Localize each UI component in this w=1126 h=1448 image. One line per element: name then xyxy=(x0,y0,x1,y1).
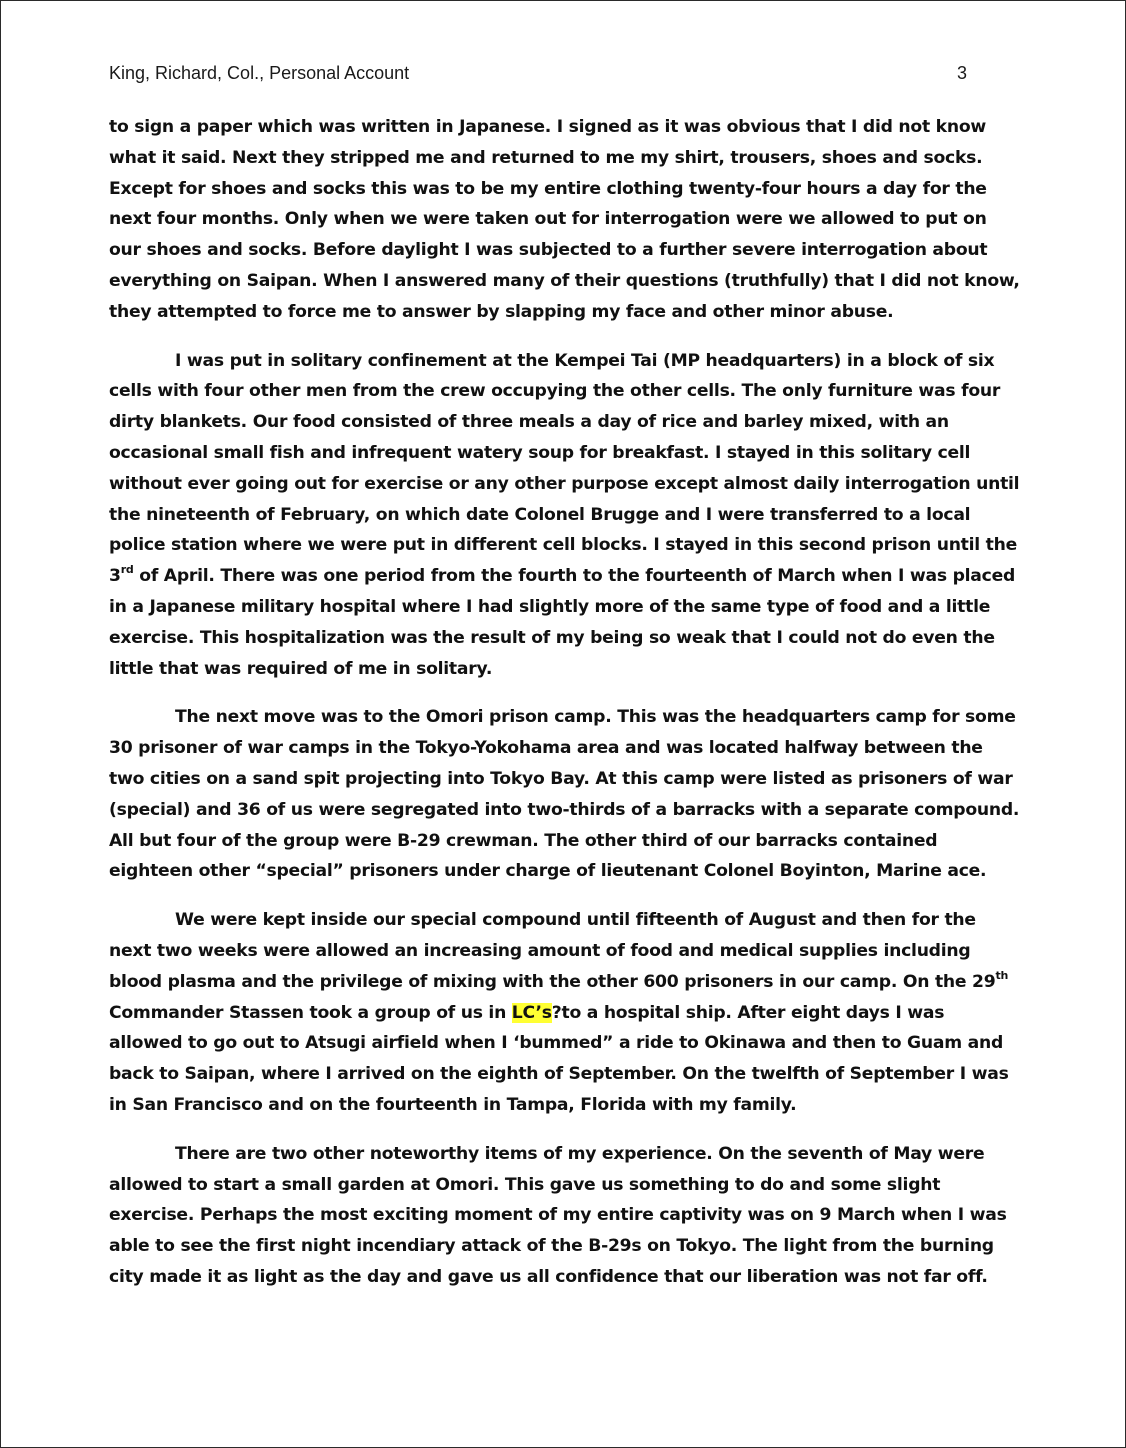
paragraph-3: The next move was to the Omori prison camp. This was the headquarters camp for some 30 prisoner of war camps in the Tokyo-Yokohama area and was located halfway between the two cities on a sand spit projecting into Tokyo Bay. At this camp were listed as prisoners of war (special) and 36 of us were segregated into two-thirds of a barracks with a separate compound. All but four of the group were B-29 crewman. The other third of our barracks contained eighteen other “special” prisoners under charge of lieutenant Colonel Boyinton, Marine ace. xyxy=(109,707,1020,882)
paragraph-2-part-b: of April. There was one period from the fourth to the fourteenth of March when I was placed in a Japanese military hospital where I had slightly more of the same type of food and a little exercise. This hospitalization was the result of my being so weak that I could not do even the little that was required of me in solitary. xyxy=(109,566,1016,679)
paragraph-2-part-a: I was put in solitary confinement at the Kempei Tai (MP headquarters) in a block of six cells with four other men from the crew occupying the other cells. The only furniture was four dirty blankets. Our food consisted of three meals a day of rice and barley mixed, with an occasional small fish and infrequent watery soup for breakfast. I stayed in this solitary cell without ever going out for exercise or any other purpose except almost daily interrogation until the nineteenth of February, on which date Colonel Brugge and I were transferred to a local police station where we were put in different cell blocks. I stayed in this second prison until the 3 xyxy=(109,350,1020,587)
page-number: 3 xyxy=(956,63,967,83)
page-header xyxy=(109,63,967,89)
paragraph-4-part-c: ?to a hospital ship. After eight days I was allowed to go out to Atsugi airfield when I ‘bummed” a ride to Okinawa and then to Guam and back to Saipan, where I arrived on the eighth of September. On the twelfth of September I was in San Francisco and on the fourteenth in Tampa, Florida with my family. xyxy=(109,1002,1009,1115)
document-body xyxy=(109,112,1021,1311)
paragraph-4-part-b: Commander Stassen took a group of us in xyxy=(109,1002,512,1023)
ordinal-superscript: th xyxy=(995,968,1009,982)
paragraph-5: There are two other noteworthy items of my experience. On the seventh of May were allowed to start a small garden at Omori. This gave us something to do and some slight exercise. Perhaps the most exciting moment of my entire captivity was on 9 March when I was able to see the first night incendiary attack of the B-29s on Tokyo. The light from the burning city made it as light as the day and gave us all confidence that our liberation was not far off. xyxy=(109,1143,1007,1287)
paragraph-4-part-a: We were kept inside our special compound until fifteenth of August and then for the next two weeks were allowed an increasing amount of food and medical supplies including blood plasma and the privilege of mixing with the other 600 prisoners in our camp. On the 29 xyxy=(109,910,996,992)
paragraph-2 xyxy=(109,346,1021,685)
paragraph-4 xyxy=(109,905,1021,1121)
ordinal-superscript: rd xyxy=(120,563,134,577)
highlighted-text: LC’s xyxy=(511,1002,552,1023)
paragraph-1: to sign a paper which was written in Japanese. I signed as it was obvious that I did not know what it said. Next they stripped me and returned to me my shirt, trousers, shoes and socks. Except for shoes and socks this was to be my entire clothing twenty-four hours a day for the next four months. Only when we were taken out for interrogation were we allowed to put on our shoes and socks. Before daylight I was subjected to a further severe interrogation about everything on Saipan. When I answered many of their questions (truthfully) that I did not know, they attempted to force me to answer by slapping my face and other minor abuse. xyxy=(109,117,1020,322)
document-title: King, Richard, Col., Personal Account xyxy=(109,63,410,83)
